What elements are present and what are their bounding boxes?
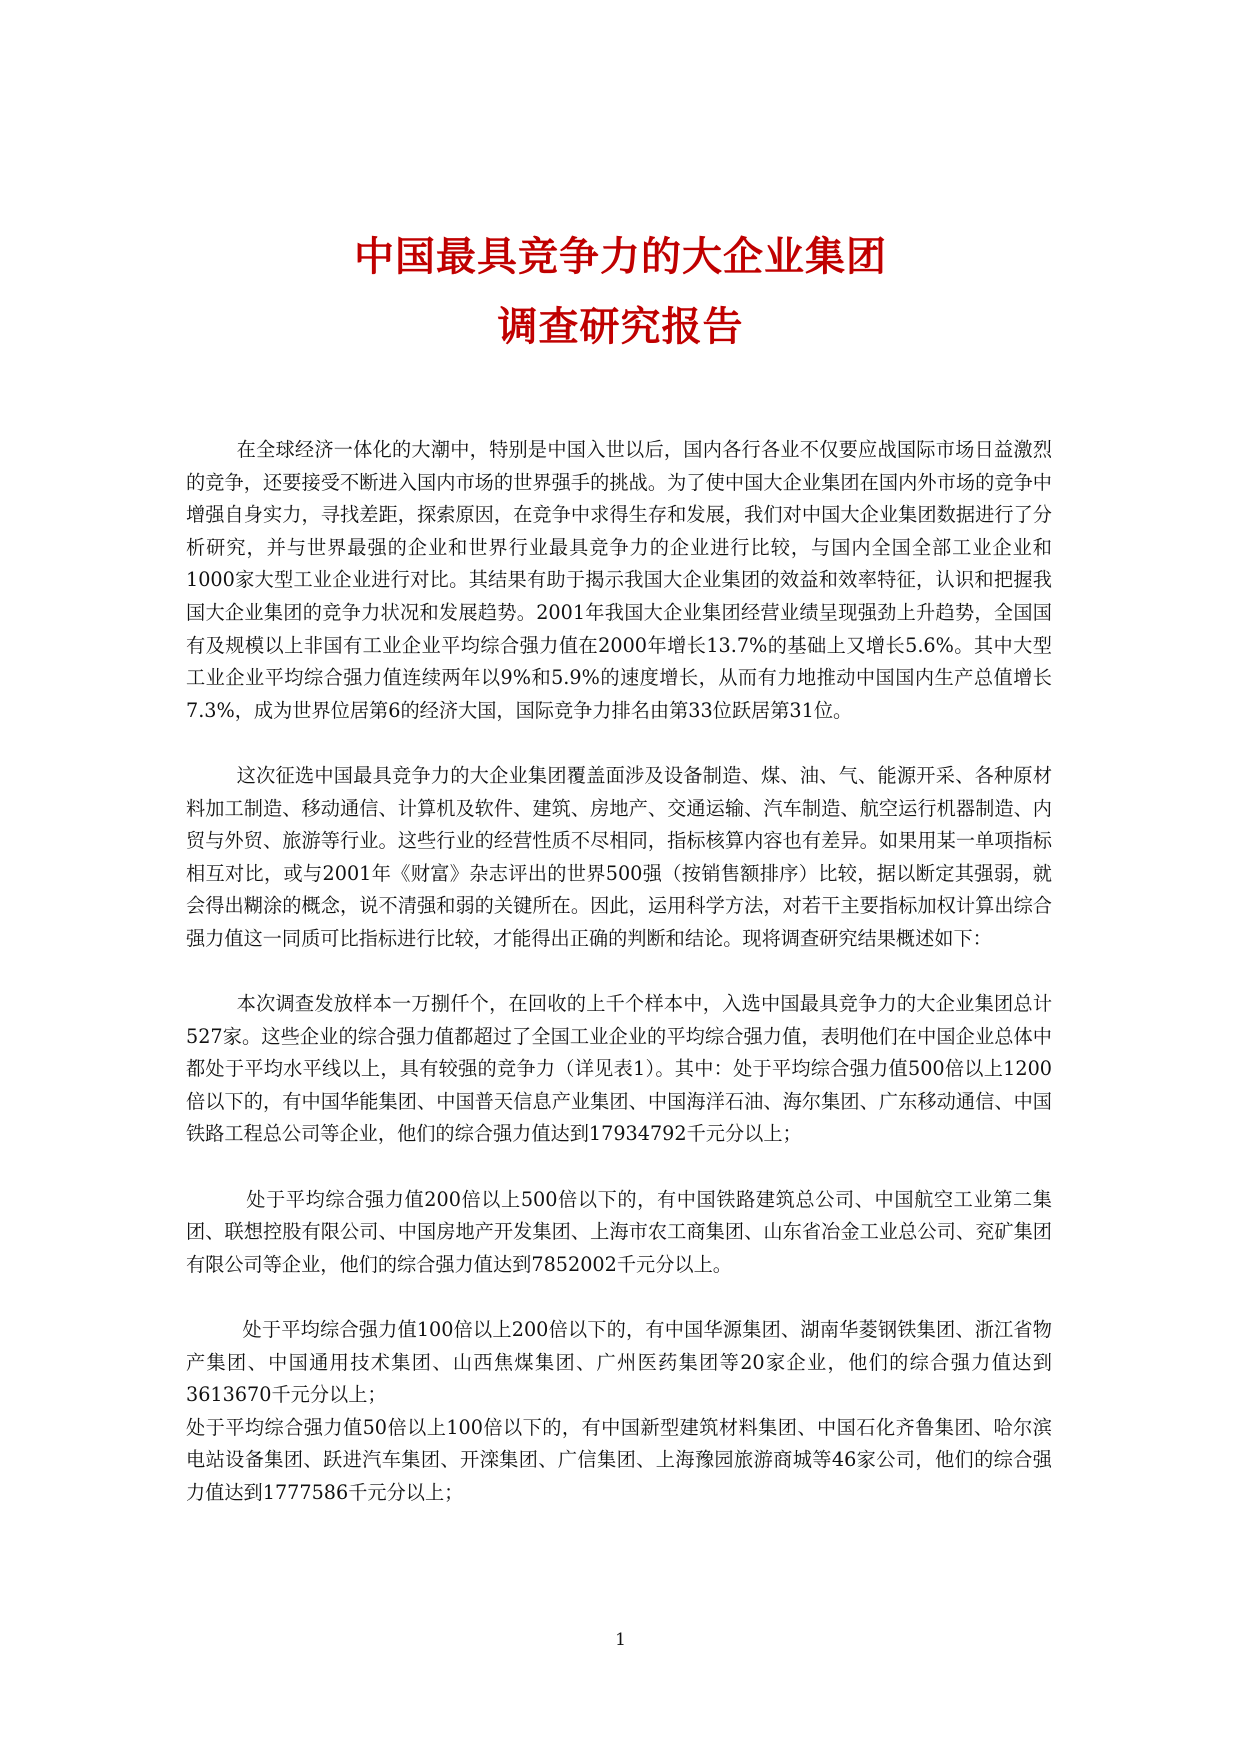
paragraph-spacer	[186, 1151, 1052, 1184]
page-number: 1	[615, 1630, 626, 1650]
report-title	[0, 222, 1241, 362]
paragraph-spacer	[186, 956, 1052, 989]
paragraph-tier-100-200: 处于平均综合强力值100倍以上200倍以下的，有中国华源集团、湖南华菱钢铁集团、浙江省物产集团、中国通用技术集团、山西焦煤集团、广州医药集团等20家企业，他们的综合强力值达到3613670千元分以上；	[186, 1318, 1052, 1407]
title-line-2: 调查研究报告	[497, 304, 744, 350]
paragraph-intro: 在全球经济一体化的大潮中，特别是中国入世以后，国内各行各业不仅要应战国际市场日益激烈的竞争，还要接受不断进入国内市场的世界强手的挑战。为了使中国大企业集团在国内外市场的竞争中增强自身实力，寻找差距，探索原因，在竞争中求得生存和发展，我们对中国大企业集团数据进行了分析研究，并与世界最强的企业和世界行业最具竞争力的企业进行比较，与国内全国全部工业企业和1000家大型工业企业进行对比。其结果有助于揭示我国大企业集团的效益和效率特征，认识和把握我国大企业集团的竞争力状况和发展趋势。2001年我国大企业集团经营业绩呈现强劲上升趋势，全国国有及规模以上非国有工业企业平均综合强力值在2000年增长13.7%的基础上又增长5.6%。其中大型工业企业平均综合强力值连续两年以9%和5.9%的速度增长，从而有力地推动中国国内生产总值增长7.3%，成为世界位居第6的经济大国，国际竞争力排名由第33位跃居第31位。	[186, 438, 1053, 722]
paragraph-tier-50-100: 处于平均综合强力值50倍以上100倍以下的，有中国新型建筑材料集团、中国石化齐鲁集团、哈尔滨电站设备集团、跃进汽车集团、开滦集团、广信集团、上海豫园旅游商城等46家公司，他们的综合强力值达到1777586千元分以上；	[186, 1415, 1052, 1504]
paragraph-sample: 本次调查发放样本一万捌仟个，在回收的上千个样本中，入选中国最具竞争力的大企业集团总计527家。这些企业的综合强力值都超过了全国工业企业的平均综合强力值，表明他们在中国企业总体中都处于平均水平线以上，具有较强的竞争力（详见表1）。其中：处于平均综合强力值500倍以上1200倍以下的，有中国华能集团、中国普天信息产业集团、中国海洋石油、海尔集团、广东移动通信、中国铁路工程总公司等企业，他们的综合强力值达到17934792千元分以上；	[186, 992, 1053, 1146]
paragraph-spacer	[186, 727, 1052, 760]
title-line-1: 中国最具竞争力的大企业集团	[354, 234, 887, 280]
paragraph-tier-200-500: 处于平均综合强力值200倍以上500倍以下的，有中国铁路建筑总公司、中国航空工业第二集团、联想控股有限公司、中国房地产开发集团、上海市农工商集团、山东省冶金工业总公司、兖矿集团有限公司等企业，他们的综合强力值达到7852002千元分以上。	[186, 1187, 1052, 1276]
report-body	[186, 434, 1052, 1510]
paragraph-coverage: 这次征选中国最具竞争力的大企业集团覆盖面涉及设备制造、煤、油、气、能源开采、各种原材料加工制造、移动通信、计算机及软件、建筑、房地产、交通运输、汽车制造、航空运行机器制造、内贸与外贸、旅游等行业。这些行业的经营性质不尽相同，指标核算内容也有差异。如果用某一单项指标相互对比，或与2001年《财富》杂志评出的世界500强（按销售额排序）比较，据以断定其强弱，就会得出糊涂的概念，说不清强和弱的关键所在。因此，运用科学方法，对若干主要指标加权计算出综合强力值这一同质可比指标进行比较，才能得出正确的判断和结论。现将调查研究结果概述如下：	[186, 763, 1053, 950]
paragraph-spacer	[186, 1281, 1052, 1314]
